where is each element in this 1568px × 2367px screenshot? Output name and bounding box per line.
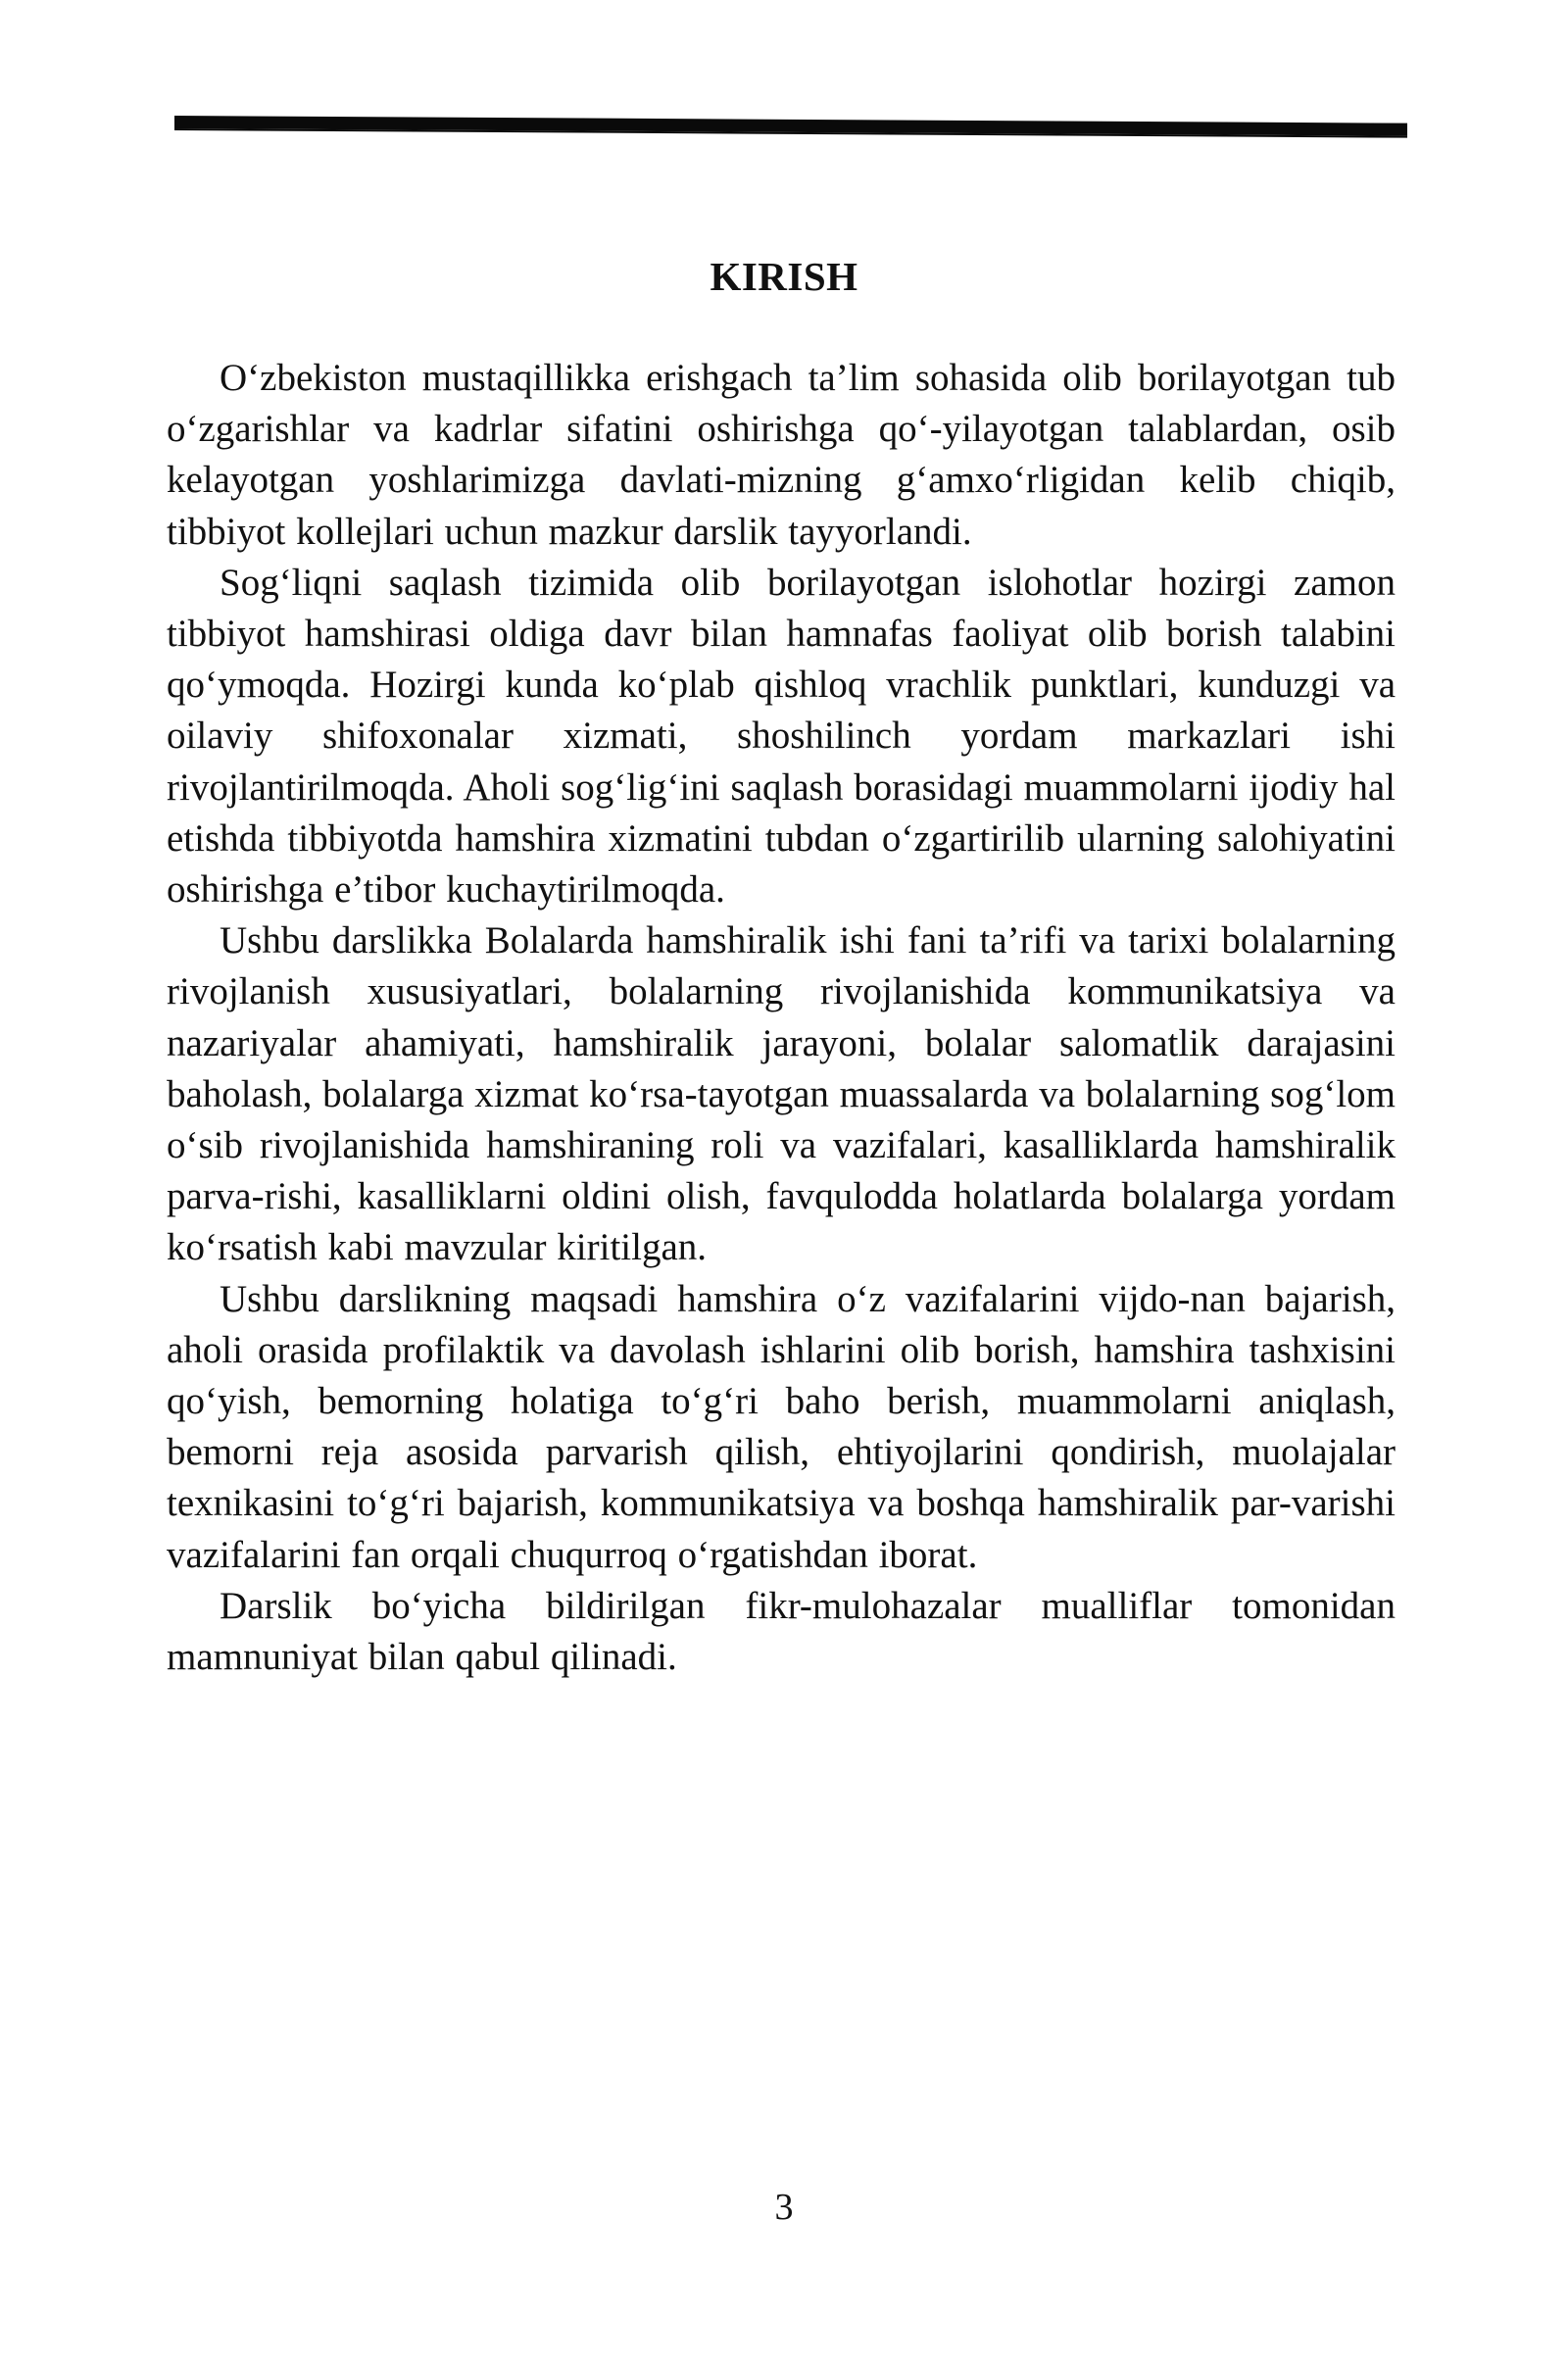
- page-title: KIRISH: [710, 254, 858, 299]
- header-rule: [174, 116, 1407, 138]
- body-text: [167, 353, 1396, 1683]
- paragraph-5: Darslik bo‘yicha bildirilgan fikr-mulohazalar mualliflar tomonidan mamnuniyat bilan qabul qilinadi.: [167, 1584, 1396, 1679]
- paragraph-1: O‘zbekiston mustaqillikka erishgach ta’lim sohasida olib borilayotgan tub o‘zgarishlar va kadrlar sifatini oshirishga qo‘-yilayotgan talablardan, osib kelayotgan yoshlarimizga davlati-mizning g‘amxo‘rligidan kelib chiqib, tibbiyot kollejlari uchun mazkur darslik tayyorlandi.: [167, 357, 1396, 553]
- paragraph-2: Sog‘liqni saqlash tizimida olib borilayotgan islohotlar hozirgi zamon tibbiyot hamshirasi oldiga davr bilan hamnafas faoliyat olib borish talabini qo‘ymoqda. Hozirgi kunda ko‘plab qishloq vrachlik punktlari, kunduzgi va oilaviy shifoxonalar xizmati, shoshilinch yordam markazlari ishi rivojlantirilmoqda. Aholi sog‘lig‘ini saqlash borasidagi muammolarni ijodiy hal etishda tibbiyotda hamshira xizmatini tubdan o‘zgartirilib ularning salohiyatini oshirishga e’tibor kuchaytirilmoqda.: [167, 561, 1396, 912]
- paragraph-3: Ushbu darslikka Bolalarda hamshiralik ishi fani ta’rifi va tarixi bolalarning rivojlanish xususiyatlari, bolalarning rivojlanishida kommunikatsiya va nazariyalar ahamiyati, hamshiralik jarayoni, bolalar salomatlik darajasini baholash, bolalarga xizmat ko‘rsa-tayotgan muassalarda va bolalarning sog‘lom o‘sib rivojlanishida hamshiraning roli va vazifalari, kasalliklarda hamshiralik parva-rishi, kasalliklarni oldini olish, favqulodda holatlarda bolalarga yordam ko‘rsatish kabi mavzular kiritilgan.: [167, 919, 1396, 1269]
- paragraph-4: Ushbu darslikning maqsadi hamshira o‘z vazifalarini vijdo-nan bajarish, aholi orasida profilaktik va davolash ishlarini olib borish, hamshira tashxisini qo‘yish, bemorning holatiga to‘g‘ri baho berish, muammolarni aniqlash, bemorni reja asosida parvarish qilish, ehtiyojlarini qondirish, muolajalar texnikasini to‘g‘ri bajarish, kommunikatsiya va boshqa hamshiralik par-varishi vazifalarini fan orqali chuqurroq o‘rgatishdan iborat.: [167, 1277, 1396, 1576]
- page-number: 3: [774, 2187, 794, 2228]
